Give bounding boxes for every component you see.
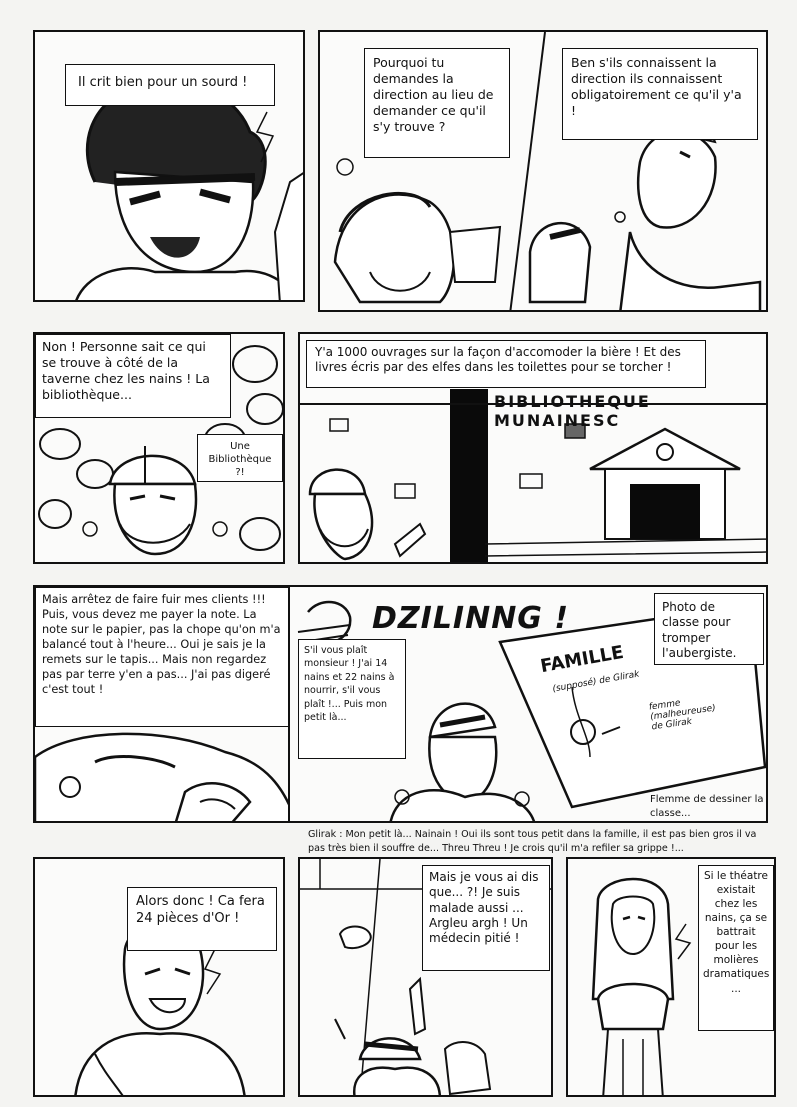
panel-2-3 xyxy=(298,332,768,564)
narration-text: Glirak : Mon petit là... Nainain ! Oui ils sont tous petit dans la famille, il est pas bien gros il va pas très bien il souffre de... Threu Threu ! Je crois qu'il m'a refiler sa grippe !... xyxy=(308,829,757,854)
caption-box-photo xyxy=(654,593,764,665)
panel-3-1 xyxy=(33,585,295,823)
panel-2-1 xyxy=(33,332,285,564)
caption-lazy: Flemme de dessiner la classe... xyxy=(650,794,764,819)
speech-bubble xyxy=(65,64,275,106)
speech-text: Non ! Personne sait ce qui se trouve à côté de la taverne chez les nains ! La bibliothèque... xyxy=(42,339,210,402)
speech-text: Pourquoi tu demandes la direction au lieu de demander ce qu'il s'y trouve ? xyxy=(373,55,494,134)
speech-bubble xyxy=(422,865,550,971)
speech-text: S'il vous plaît monsieur ! J'ai 14 nains et 22 nains à nourrir, s'il vous plaît !... Puis mon petit là... xyxy=(304,645,395,724)
speech-text: Mais je vous ai dis que... ?! Je suis malade aussi ... Argleu argh ! Un médecin pitié ! xyxy=(429,870,539,946)
speech-text: Alors donc ! Ca fera 24 pièces d'Or ! xyxy=(136,894,265,926)
panel-4-1 xyxy=(33,857,285,1097)
speech-bubble xyxy=(127,887,277,951)
speech-bubble xyxy=(35,334,231,418)
sound-effect: DZILINNG ! xyxy=(372,601,570,636)
speech-text: Une Bibliothèque ?! xyxy=(208,441,272,478)
speech-text: Il crit bien pour un sourd ! xyxy=(78,75,248,90)
speech-bubble-left xyxy=(364,48,510,158)
panel-3-2 xyxy=(288,585,768,823)
panel-4-2 xyxy=(298,857,553,1097)
speech-text: Y'a 1000 ouvrages sur la façon d'accomoder la bière ! Et des livres écris par des elfes dans les toilettes pour se torcher ! xyxy=(315,345,681,375)
photo-note: femme (malheureuse) de Glirak xyxy=(648,698,717,733)
speech-bubble xyxy=(698,865,774,1031)
panel-1-1 xyxy=(33,30,305,302)
speech-bubble-right xyxy=(562,48,758,140)
speech-bubble xyxy=(306,340,706,388)
speech-bubble xyxy=(35,587,289,727)
speech-text: Mais arrêtez de faire fuir mes clients !!! Puis, vous devez me payer la note. La note sur le papier, pas la chope qu'on m'a balancé tout à l'heure... Oui je sais je la remets sur le tapis... Mais non regardez pas par terre y'en a pas... J'ai pas digeré c'est tout ! xyxy=(42,593,281,697)
photo-subtitle: (supposé) de Glirak xyxy=(551,669,641,695)
speech-text: Ben s'ils connaissent la direction ils connaissent obligatoirement ce qu'il y'a ! xyxy=(571,55,742,118)
panel-1-2 xyxy=(318,30,768,312)
speech-bubble-child xyxy=(298,639,406,759)
speech-text: Si le théatre existait chez les nains, ça se battrait pour les molières dramatiques ... xyxy=(703,870,770,995)
speech-bubble-small xyxy=(197,434,283,482)
library-sign: BIBLIOTHEQUE MUNAINESC xyxy=(494,392,651,430)
caption-text: Photo de classe pour tromper l'aubergiste. xyxy=(662,600,737,661)
panel-4-3 xyxy=(566,857,776,1097)
photo-title: FAMILLE xyxy=(538,641,626,678)
